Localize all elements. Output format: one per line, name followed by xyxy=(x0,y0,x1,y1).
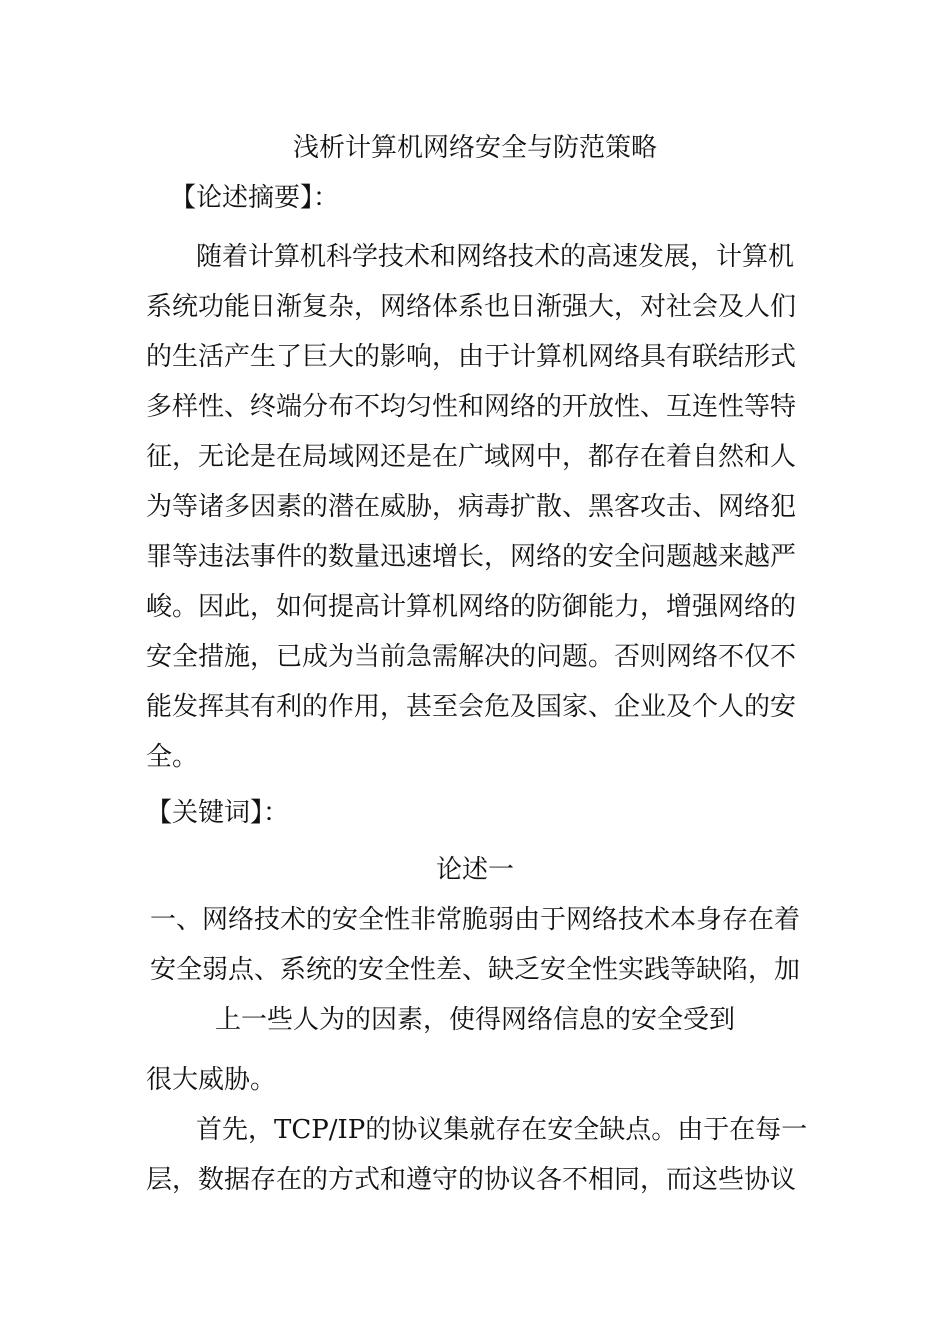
section-title: 论述一 xyxy=(435,855,514,885)
heading-tail: 很大威胁。 xyxy=(146,1065,277,1095)
abstract-line: 峻。因此，如何提高计算机网络的防御能力，增强网络的 xyxy=(146,592,797,622)
section-heading-line: 一、网络技术的安全性非常脆弱由于网络技术本身存在着 xyxy=(149,905,800,935)
abstract-line: 全。 xyxy=(146,742,199,772)
abstract-line: 安全措施，已成为当前急需解决的问题。否则网络不仅不 xyxy=(146,642,797,672)
body-line: 层，数据存在的方式和遵守的协议各不相同，而这些协议 xyxy=(146,1165,797,1195)
abstract-label: 【论述摘要】： xyxy=(170,183,340,213)
abstract-line: 的生活产生了巨大的影响，由于计算机网络具有联结形式 xyxy=(146,342,797,372)
abstract-line: 征，无论是在局域网还是在广域网中，都存在着自然和人 xyxy=(146,442,797,472)
abstract-line: 能发挥其有利的作用，甚至会危及国家、企业及个人的安 xyxy=(146,692,797,722)
keywords-label: 【关键词】： xyxy=(146,798,290,828)
document-title: 浅析计算机网络安全与防范策略 xyxy=(292,133,657,163)
abstract-line: 随着计算机科学技术和网络技术的高速发展，计算机 xyxy=(196,242,795,272)
abstract-line: 多样性、终端分布不均匀性和网络的开放性、互连性等特 xyxy=(146,392,797,422)
body-line: 首先，TCP/IP的协议集就存在安全缺点。由于在每一 xyxy=(196,1115,808,1145)
abstract-line: 为等诸多因素的潜在威胁，病毒扩散、黑客攻击、网络犯 xyxy=(146,492,797,522)
section-heading-line: 安全弱点、系统的安全性差、缺乏安全性实践等缺陷，加 xyxy=(149,955,800,985)
abstract-line: 系统功能日渐复杂，网络体系也日渐强大，对社会及人们 xyxy=(146,292,797,322)
section-heading-line: 上一些人为的因素，使得网络信息的安全受到 xyxy=(214,1005,735,1035)
abstract-line: 罪等违法事件的数量迅速增长，网络的安全问题越来越严 xyxy=(146,542,797,572)
